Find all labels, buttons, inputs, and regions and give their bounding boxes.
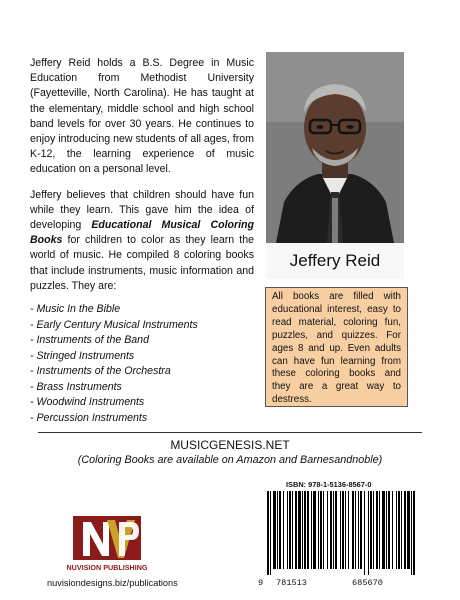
barcode-bar (345, 491, 346, 569)
barcode-bar (411, 491, 412, 575)
availability-note: (Coloring Books are available on Amazon and Barnesandnoble) (77, 454, 383, 466)
bio-paragraph-2 (30, 188, 254, 294)
barcode-bar (407, 491, 410, 569)
barcode-bar (373, 491, 374, 569)
barcode-bar (311, 491, 312, 569)
book-list-item: - Brass Instruments (30, 380, 254, 396)
bio-paragraph-1: Jeffery Reid holds a B.S. Degree in Music Education from Methodist University (Fayetteville, North Carolina). He has taught at the elementary, middle school and high school band levels for over 30 years. He continues to enjoy introducing new students of all ages, from K-12, the learning experience of music education on a personal level. (30, 57, 254, 176)
barcode-bar (368, 491, 369, 575)
bio-text: for children to color as they learn the world of music. He compiled 8 coloring books that include instruments, music information and puzzles. They are: (30, 234, 254, 292)
book-list-item: - Woodwind Instruments (30, 395, 254, 411)
book-list-item: - Instruments of the Orchestra (30, 364, 254, 380)
author-portrait-image (266, 52, 404, 243)
barcode-bar (270, 491, 271, 575)
barcode-bar (413, 491, 415, 575)
barcode-bar (287, 491, 288, 569)
barcode-bar (355, 491, 356, 569)
barcode-lead-digit: 9 (258, 578, 264, 588)
barcode-left-digits: 781513 (276, 578, 307, 588)
barcode-bar (333, 491, 334, 569)
barcode-bar (279, 491, 281, 569)
barcode-bar (340, 491, 341, 569)
barcode-bar (283, 491, 284, 569)
author-bio (30, 56, 254, 426)
barcode-bar (386, 491, 387, 569)
book-list-item: - Stringed Instruments (30, 349, 254, 365)
publisher-logo (60, 512, 154, 576)
barcode-bar (396, 491, 397, 569)
author-photo (266, 52, 404, 243)
barcode-bar (327, 491, 328, 569)
barcode-bar (330, 491, 332, 569)
book-list-item: - Early Century Musical Instruments (30, 318, 254, 334)
barcode-bar (335, 491, 337, 569)
barcode-bar (302, 491, 303, 569)
nvp-logo-icon (60, 512, 154, 576)
website-label[interactable]: MUSICGENESIS.NET (170, 438, 290, 452)
barcode-bar (304, 491, 306, 569)
barcode-bar (289, 491, 291, 569)
barcode-bar (292, 491, 293, 569)
barcode-bar (307, 491, 309, 569)
barcode-bar (398, 491, 400, 569)
barcode-bar (295, 491, 297, 569)
book-list-item: - Instruments of the Band (30, 333, 254, 349)
barcode-bar (370, 491, 372, 569)
barcode-bar (401, 491, 402, 569)
barcode-bar (358, 491, 359, 569)
book-list-item: - Music In the Bible (30, 302, 254, 318)
book-list-item: - Percussion Instruments (30, 411, 254, 427)
book-list (30, 302, 254, 426)
barcode-bar (313, 491, 316, 569)
barcode-bar (392, 491, 393, 569)
barcode-bar (360, 491, 362, 569)
barcode-bar (298, 491, 301, 569)
barcode-bar (267, 491, 269, 575)
barcode-bar (318, 491, 319, 569)
barcode-bar (273, 491, 276, 569)
barcode-bar (382, 491, 385, 569)
isbn-label: ISBN: 978-1-5136-8567-0 (286, 480, 372, 489)
barcode-bar (348, 491, 349, 569)
barcode-bar (352, 491, 354, 569)
barcode-bar (323, 491, 324, 569)
barcode-bar (342, 491, 344, 569)
barcode-bar (379, 491, 380, 569)
barcode-bar (388, 491, 390, 569)
barcode-bar (364, 491, 365, 575)
promo-callout: All books are filled with educational interest, easy to read material, coloring fun, puzzles, and quizzes. For ages 8 and up. Even adults can have fun learning from these coloring books and they are a great way to destress. (265, 287, 408, 407)
publisher-url[interactable]: nuvisiondesigns.biz/publications (47, 578, 178, 588)
barcode-bar (277, 491, 278, 569)
series-title: Educational Musical Coloring Books (30, 219, 254, 247)
barcode-bar (320, 491, 322, 569)
author-name: Jeffery Reid (266, 243, 404, 279)
barcode-bar (376, 491, 378, 569)
publisher-name: NUVISION PUBLISHING (66, 563, 148, 572)
divider (38, 432, 422, 433)
barcode-bar (404, 491, 406, 569)
isbn-barcode (265, 491, 417, 575)
bio-text: Jeffery believes that children should have fun while they learn. This gave him the idea of developing (30, 188, 254, 232)
barcode-right-digits: 685670 (352, 578, 383, 588)
